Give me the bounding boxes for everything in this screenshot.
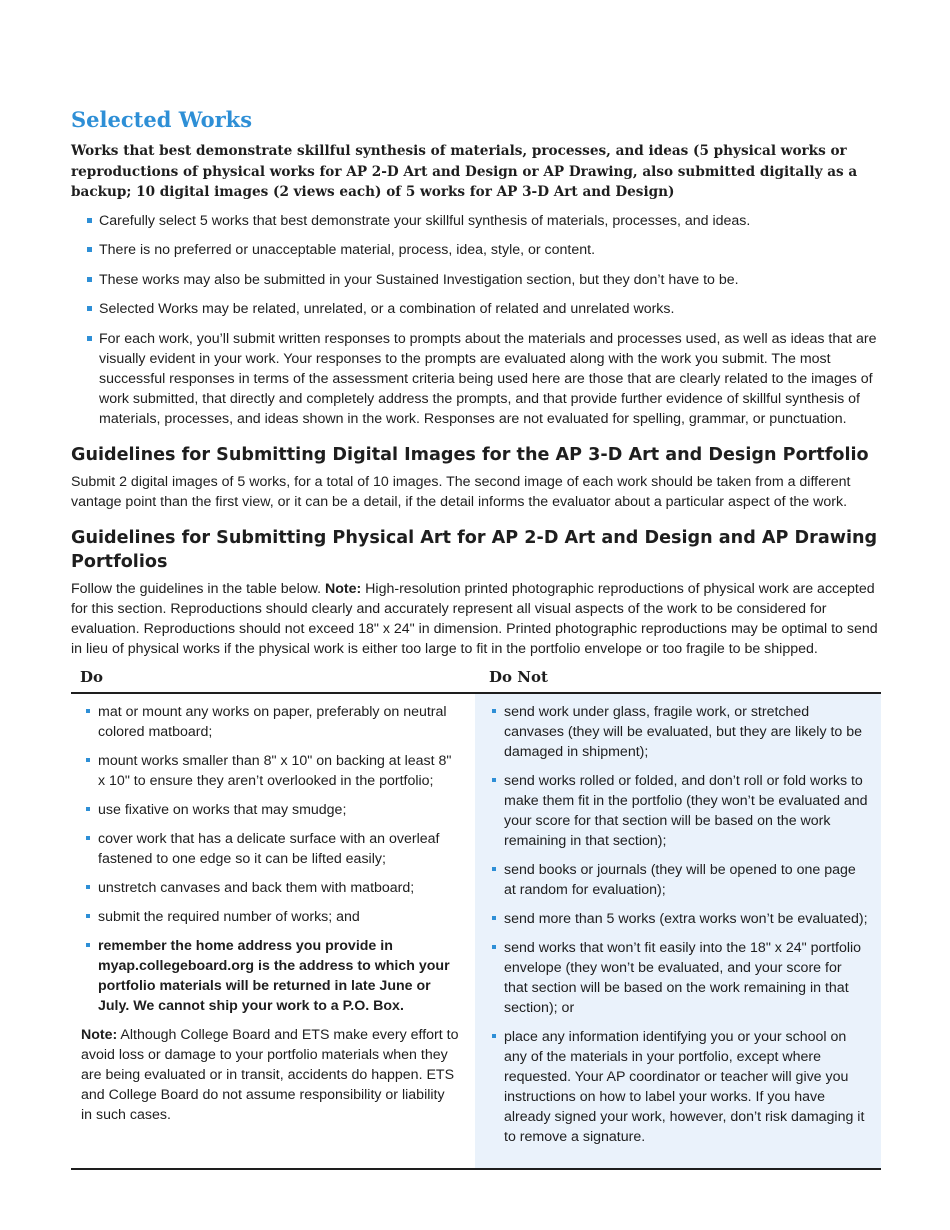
heading-physical-guidelines: Guidelines for Submitting Physical Art for AP 2-D Art and Design and AP Drawing Portfolios (71, 527, 878, 572)
list-item: send work under glass, fragile work, or stretched canvases (they will be evaluated, but they are likely to be damaged in shipment); (504, 702, 869, 762)
list-item: These works may also be submitted in your Sustained Investigation section, but they don’t have to be. (99, 270, 881, 290)
do-donot-table (71, 662, 881, 1170)
digital-guidelines-text: Submit 2 digital images of 5 works, for a total of 10 images. The second image of each work should be taken from a different vantage point than the first view, or it can be a detail, if the detail informs the evaluator about a particular aspect of the work. (71, 473, 851, 510)
list-item: There is no preferred or unacceptable material, process, idea, style, or content. (99, 240, 881, 260)
list-item: Selected Works may be related, unrelated, or a combination of related and unrelated works. (99, 299, 881, 319)
selected-works-bullets (71, 211, 881, 429)
heading-digital-guidelines: Guidelines for Submitting Digital Images for the AP 3-D Art and Design Portfolio (71, 444, 869, 465)
list-item: submit the required number of works; and (98, 907, 459, 927)
section-title-selected-works: Selected Works (71, 107, 253, 132)
do-column-header: Do (80, 668, 104, 686)
list-item: Carefully select 5 works that best demonstrate your skillful synthesis of materials, processes, and ideas. (99, 211, 881, 231)
selected-works-intro: Works that best demonstrate skillful synthesis of materials, processes, and ideas (5 physical works or reproductions of physical works for AP 2-D Art and Design or AP Drawing, also submitted digitally as a backup; 10 digital images (2 views each) of 5 works for AP 3-D Art and Design) (71, 143, 858, 200)
list-item: For each work, you’ll submit written responses to prompts about the materials and processes used, as well as ideas that are visually evident in your work. Your responses to the prompts are evaluated along with the work you submit. The most successful responses in terms of the assessment criteria being used here are those that are clearly related to the images of work submitted, that directly and completely address the prompts, and that provide further evidence of skillful synthesis of materials, processes, and ideas shown in the work. Responses are not evaluated for spelling, grammar, or punctuation. (99, 329, 881, 429)
do-list (81, 702, 459, 1016)
donot-list (487, 702, 869, 1147)
donot-column (475, 694, 881, 1168)
list-item: send more than 5 works (extra works won’t be evaluated); (504, 911, 868, 927)
physical-guidelines-text (71, 579, 881, 659)
list-item: unstretch canvases and back them with matboard; (98, 878, 459, 898)
list-item-return-address: remember the home address you provide in myap.collegeboard.org is the address to which your portfolio materials will be returned in late June or July. We cannot ship your work to a P.O. Box. (98, 936, 459, 1016)
donot-column-header: Do Not (489, 668, 548, 686)
list-item: send works rolled or folded, and don’t roll or fold works to make them fit in the portfolio (they won’t be evaluated and your score for that section will be based on the work remaining in that section); (504, 773, 868, 849)
text-span: Although College Board and ETS make every effort to avoid loss or damage to your portfolio materials when they are being evaluated or in transit, accidents do happen. ETS and College Board do not assume responsibility or liability in such cases. (81, 1027, 459, 1123)
table-body-row (71, 694, 881, 1170)
list-item: place any information identifying you or your school on any of the materials in your portfolio, except where requested. Your AP coordinator or teacher will give you instructions on how to label your works. If you have already signed your work, however, don’t risk damaging it to remove a signature. (504, 1027, 869, 1147)
list-item: mount works smaller than 8" x 10" on backing at least 8" x 10" to ensure they aren’t overlooked in the portfolio; (98, 751, 459, 791)
text-span: High-resolution printed photographic reproductions of physical work are accepted for this section. Reproductions should clearly and accurately represent all visual aspects of the work to be considered for evaluation. Reproductions should not exceed 18" x 24" in dimension. Printed photographic reproductions may be optimal to send in lieu of physical works if the physical work is either too large to fit in the portfolio envelope or too fragile to be shipped. (71, 580, 878, 657)
text-span: Follow the guidelines in the table below. (71, 580, 325, 597)
list-item: mat or mount any works on paper, preferably on neutral colored matboard; (98, 702, 459, 742)
list-item: cover work that has a delicate surface with an overleaf fastened to one edge so it can be lifted easily; (98, 829, 459, 869)
do-note (81, 1025, 459, 1125)
list-item: use fixative on works that may smudge; (98, 800, 459, 820)
do-column (71, 694, 475, 1168)
note-label: Note: (81, 1027, 118, 1043)
document-page (71, 106, 881, 1145)
list-item: send works that won’t fit easily into the 18" x 24" portfolio envelope (they won’t be evaluated, and your score for that section will be based on the work remaining in that section); or (504, 938, 869, 1018)
list-item: send books or journals (they will be opened to one page at random for evaluation); (504, 860, 869, 900)
note-label: Note: (324, 580, 362, 597)
table-header-row (71, 662, 881, 694)
